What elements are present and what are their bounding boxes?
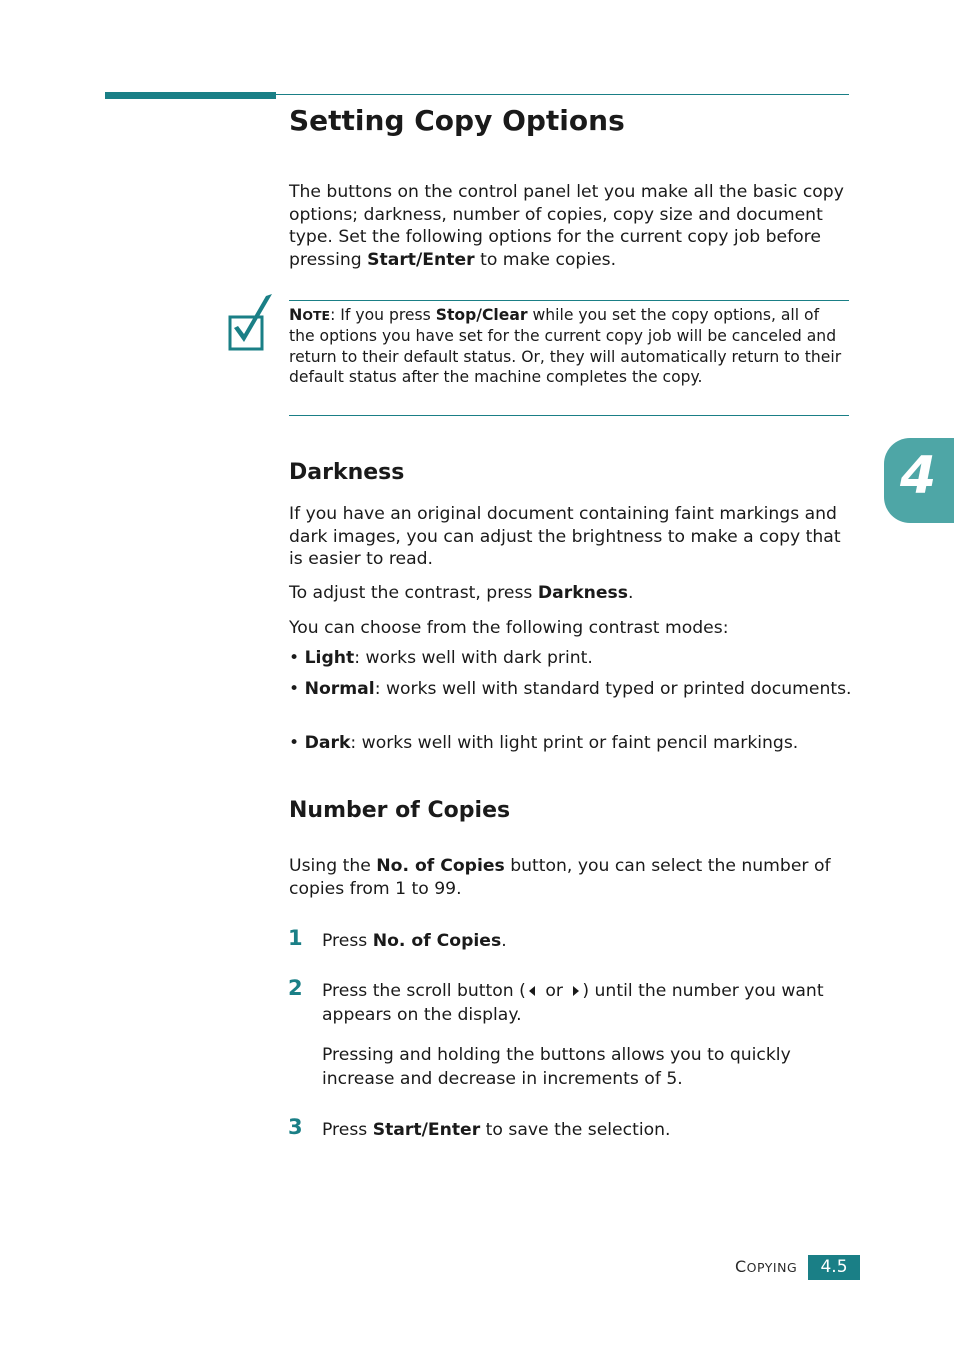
- note-bottom-rule: [289, 415, 849, 416]
- copies-heading: Number of Copies: [289, 798, 511, 823]
- header-rule-thin: [276, 94, 849, 95]
- page-number: 4.5: [808, 1255, 860, 1280]
- note-label: NOTE: [289, 305, 331, 324]
- step-text: Press No. of Copies.: [322, 931, 507, 951]
- step-number: 3: [288, 1115, 303, 1139]
- step-text: Press the scroll button ( or ) until the number you want appears on the display.: [322, 981, 824, 1025]
- left-arrow-icon: [526, 980, 540, 992]
- copies-intro: Using the No. of Copies button, you can select the number of copies from 1 to 99.: [289, 856, 831, 899]
- darkness-heading: Darkness: [289, 460, 405, 485]
- footer-section-label: COPYING: [735, 1257, 798, 1276]
- list-item: • Light: works well with dark print.: [289, 648, 593, 668]
- darkness-paragraph-3: You can choose from the following contrast modes:: [289, 618, 729, 638]
- step-extra-text: Pressing and holding the buttons allows you to quickly increase and decrease in increments of 5.: [322, 1045, 791, 1089]
- list-item: • Dark: works well with light print or faint pencil markings.: [289, 733, 799, 753]
- right-arrow-icon: [568, 980, 582, 992]
- darkness-paragraph-1: If you have an original document containing faint markings and dark images, you can adjust the brightness to make a copy that is easier to read.: [289, 504, 841, 569]
- checkmark-note-icon: [226, 290, 276, 354]
- step-number: 1: [288, 926, 303, 950]
- page-title: Setting Copy Options: [289, 104, 625, 137]
- list-item: • Normal: works well with standard typed or printed documents.: [289, 679, 852, 699]
- step-number: 2: [288, 976, 303, 1000]
- note-text: NOTE: If you press Stop/Clear while you set the copy options, all of the options you have set for the current copy job will be canceled and return to their default status. Or, they will automatically return to their default status after the machine completes the copy.: [289, 305, 842, 387]
- darkness-paragraph-2: To adjust the contrast, press Darkness.: [289, 583, 634, 603]
- intro-paragraph: The buttons on the control panel let you make all the basic copy options; darkness, number of copies, copy size and document type. Set the following options for the current copy job before pressing Start/Enter to make copies.: [289, 182, 844, 270]
- header-rule-thick: [105, 92, 276, 99]
- step-text: Press Start/Enter to save the selection.: [322, 1120, 671, 1140]
- chapter-tab-number: 4: [900, 446, 937, 506]
- note-top-rule: [289, 300, 849, 301]
